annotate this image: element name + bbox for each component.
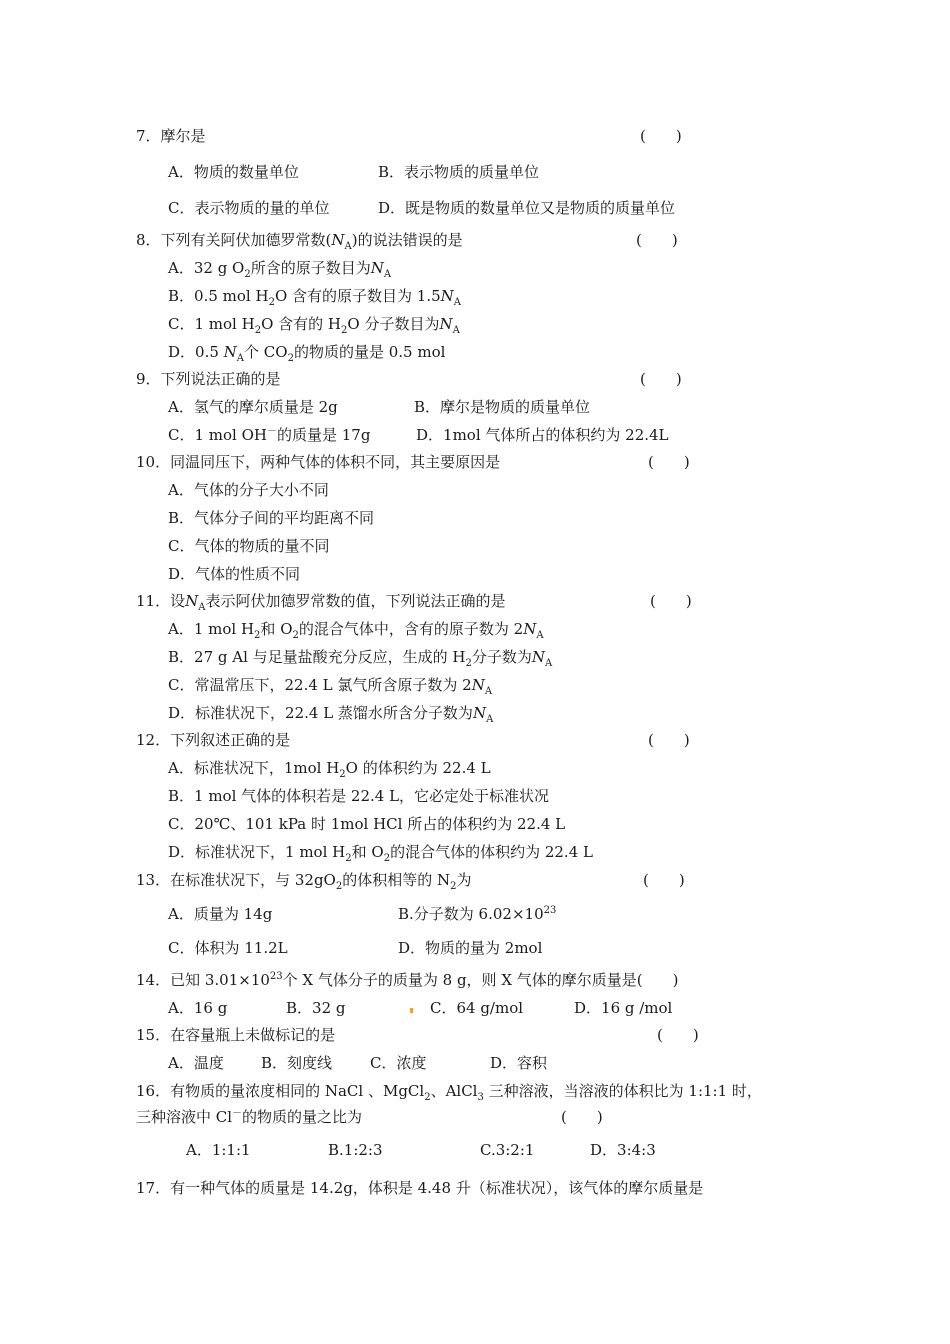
q13-answer-bracket: ( ): [643, 871, 685, 889]
q7-option-c: C．表示物质的量的单位: [168, 199, 330, 217]
q8-stem: 8．下列有关阿伏加德罗常数$(N_A)$的说法错误的是: [136, 231, 463, 252]
q9-option-d: D．1mol 气体所占的体积约为 22.4L: [416, 426, 669, 444]
q14-stem: 14．已知 $3.01\times 10^{23}$个 X 气体分子的质量为 8 g，则 X 气体的摩尔质量是( ): [136, 971, 679, 989]
q13-stem: 13．在标准状况下，与 $32gO_2$的体积相等的 $N_2$为: [136, 871, 472, 892]
q9-answer-bracket: ( ): [640, 370, 682, 388]
q16-answer-bracket: ( ): [561, 1108, 603, 1126]
q12-option-c: C．20℃、101 kPa 时 1mol HCl 所占的体积约为 22.4 L: [168, 815, 566, 833]
q15-answer-bracket: ( ): [657, 1026, 699, 1044]
q15-option-a: A．温度: [168, 1054, 224, 1072]
q7-option-d: D．既是物质的数量单位又是物质的质量单位: [378, 199, 676, 217]
q12-option-a: A．标准状况下，1mol $H_2O$ 的体积约为 22.4 L: [168, 759, 491, 780]
q10-option-b: B．气体分子间的平均距离不同: [168, 509, 375, 527]
q14-option-b: B．32 g: [286, 999, 346, 1017]
q16-option-d: D．3:4:3: [590, 1141, 656, 1159]
q12-answer-bracket: ( ): [648, 731, 690, 749]
q9-option-b: B．摩尔是物质的质量单位: [414, 398, 591, 416]
q11-option-d: D．标准状况下，22.4 L 蒸馏水所含分子数为$N_A$: [168, 704, 494, 725]
stray-mark: [410, 1008, 413, 1013]
q15-option-c: C．浓度: [370, 1054, 427, 1072]
q7-stem: 7．摩尔是: [136, 127, 206, 145]
q11-option-a: A．1 mol $H_2$和 $O_2$的混合气体中，含有的原子数为 $2N_A$: [168, 620, 544, 641]
q9-option-c: C．1 mol OH－的质量是 17g: [168, 426, 371, 444]
q10-option-a: A．气体的分子大小不同: [168, 481, 329, 499]
q14-option-a: A．16 g: [168, 999, 228, 1017]
q16-option-b: B.1:2:3: [328, 1141, 383, 1159]
q14-option-c: C．64 g/mol: [430, 999, 524, 1017]
q15-stem: 15．在容量瓶上未做标记的是: [136, 1026, 336, 1044]
q12-option-b: B．1 mol 气体的体积若是 22.4 L，它必定处于标准状况: [168, 787, 550, 805]
q12-stem: 12．下列叙述正确的是: [136, 731, 291, 749]
q7-option-b: B．表示物质的质量单位: [378, 163, 540, 181]
q16-option-c: C.3:2:1: [480, 1141, 535, 1159]
q13-option-c: C．体积为 11.2L: [168, 939, 288, 957]
q11-stem: 11．设$N_A$表示阿伏加德罗常数的值，下列说法正确的是: [136, 592, 506, 613]
q9-option-a: A．氢气的摩尔质量是 2g: [168, 398, 338, 416]
q9-stem: 9．下列说法正确的是: [136, 370, 281, 388]
q10-option-d: D．气体的性质不同: [168, 565, 301, 583]
q10-stem: 10．同温同压下，两种气体的体积不同，其主要原因是: [136, 453, 501, 471]
q13-option-a: A．质量为 14g: [168, 905, 273, 923]
q7-answer-bracket: ( ): [640, 127, 682, 145]
q11-option-b: B．27 g Al 与足量盐酸充分反应，生成的 $H_2$分子数为$N_A$: [168, 648, 553, 669]
q7-option-a: A．物质的数量单位: [168, 163, 299, 181]
q17-stem: 17．有一种气体的质量是 14.2g，体积是 4.48 升（标准状况），该气体的摩尔质量是: [136, 1179, 704, 1197]
q8-option-b: B．0.5 mol $H_2O$ 含有的原子数目为 $1.5N_A$: [168, 287, 461, 308]
q10-option-c: C．气体的物质的量不同: [168, 537, 330, 555]
q15-option-b: B．刻度线: [261, 1054, 333, 1072]
q8-option-c: C．1 mol $H_2O$ 含有的 $H_2O$ 分子数目为$N_A$: [168, 315, 460, 336]
q15-option-d: D．容积: [490, 1054, 548, 1072]
q16-stem: 16．有物质的量浓度相同的 NaCl 、MgCl$_2$、AlCl$_3$ 三种溶液，当溶液的体积比为 1:1:1 时，: [136, 1082, 762, 1103]
q8-option-a: A．32 g $O_2$所含的原子数目为$N_A$: [168, 259, 392, 280]
q11-option-c: C．常温常压下，22.4 L 氯气所含原子数为 $2N_A$: [168, 676, 493, 697]
q12-option-d: D．标准状况下，1 mol $H_2$和 $O_2$的混合气体的体积约为 22.4 L: [168, 843, 593, 864]
q16-option-a: A．1:1:1: [186, 1141, 251, 1159]
q11-answer-bracket: ( ): [650, 592, 692, 610]
q13-option-d: D．物质的量为 2mol: [398, 939, 543, 957]
q8-option-d: D．0.5 $N_A$个 $CO_2$的物质的量是 0.5 mol: [168, 343, 446, 364]
q14-option-d: D．16 g /mol: [574, 999, 673, 1017]
q10-answer-bracket: ( ): [648, 453, 690, 471]
q8-answer-bracket: ( ): [636, 231, 678, 249]
q16-stem-line2: 三种溶液中 Cl－的物质的量之比为: [136, 1108, 363, 1126]
q13-option-b: B.分子数为 $6.02\times 10^{23}$: [398, 905, 557, 923]
